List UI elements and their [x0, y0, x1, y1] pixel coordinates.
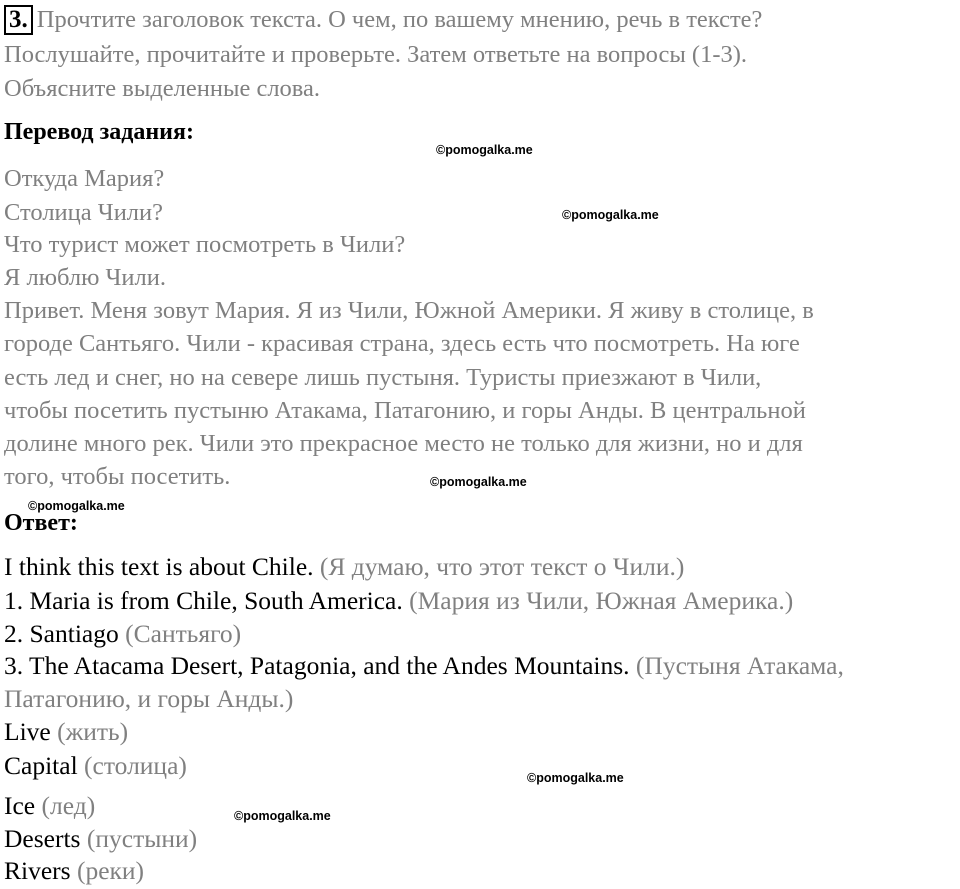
answer-line-1: I think this text is about Chile. (Я думаю, что этот текст о Чили.) — [4, 552, 685, 581]
watermark: ©pomogalka.me — [28, 499, 125, 513]
watermark: ©pomogalka.me — [562, 208, 659, 222]
translation-heading: Перевод задания: — [4, 119, 194, 145]
answer-line-8: Ice (лед) — [4, 791, 96, 820]
watermark: ©pomogalka.me — [234, 809, 331, 823]
watermark: ©pomogalka.me — [430, 475, 527, 489]
answer-line-5: Патагонию, и горы Анды.) — [4, 684, 294, 713]
translation-line-7: есть лед и снег, но на севере лишь пустыня. Туристы приезжают в Чили, — [4, 364, 762, 391]
translation-line-6: городе Сантьяго. Чили - красивая страна, здесь есть что посмотреть. На юге — [4, 330, 800, 357]
task-line-2: Послушайте, прочитайте и проверьте. Затем ответьте на вопросы (1-3). — [4, 41, 748, 68]
watermark: ©pomogalka.me — [527, 771, 624, 785]
translation-line-2: Столица Чили? — [4, 199, 164, 226]
answer-line-4: 3. The Atacama Desert, Patagonia, and the Andes Mountains. (Пустыня Атакама, — [4, 651, 844, 680]
answer-heading: Ответ: — [4, 510, 78, 536]
answer-line-2: 1. Maria is from Chile, South America. (Мария из Чили, Южная Америка.) — [4, 586, 794, 615]
translation-line-8: чтобы посетить пустыню Атакама, Патагонию, и горы Анды. В центральной — [4, 397, 806, 424]
translation-line-4: Я люблю Чили. — [4, 264, 167, 291]
answer-line-9: Deserts (пустыни) — [4, 824, 198, 853]
translation-line-3: Что турист может посмотреть в Чили? — [4, 231, 406, 258]
translation-line-10: того, чтобы посетить. — [4, 463, 231, 490]
translation-line-9: долине много рек. Чили это прекрасное место не только для жизни, но и для — [4, 430, 803, 457]
translation-line-1: Откуда Мария? — [4, 165, 165, 192]
watermark: ©pomogalka.me — [436, 143, 533, 157]
task-line-3: Объясните выделенные слова. — [4, 75, 321, 102]
translation-line-5: Привет. Меня зовут Мария. Я из Чили, Южной Америки. Я живу в столице, в — [4, 297, 814, 324]
task-number: 3. — [4, 5, 33, 35]
answer-line-6: Live (жить) — [4, 717, 129, 746]
answer-line-10: Rivers (реки) — [4, 856, 145, 885]
answer-line-3: 2. Santiago (Сантьяго) — [4, 619, 242, 648]
answer-line-7: Capital (столица) — [4, 751, 187, 780]
task-line-1: 3. Прочтите заголовок текста. О чем, по вашему мнению, речь в тексте? — [4, 5, 762, 35]
